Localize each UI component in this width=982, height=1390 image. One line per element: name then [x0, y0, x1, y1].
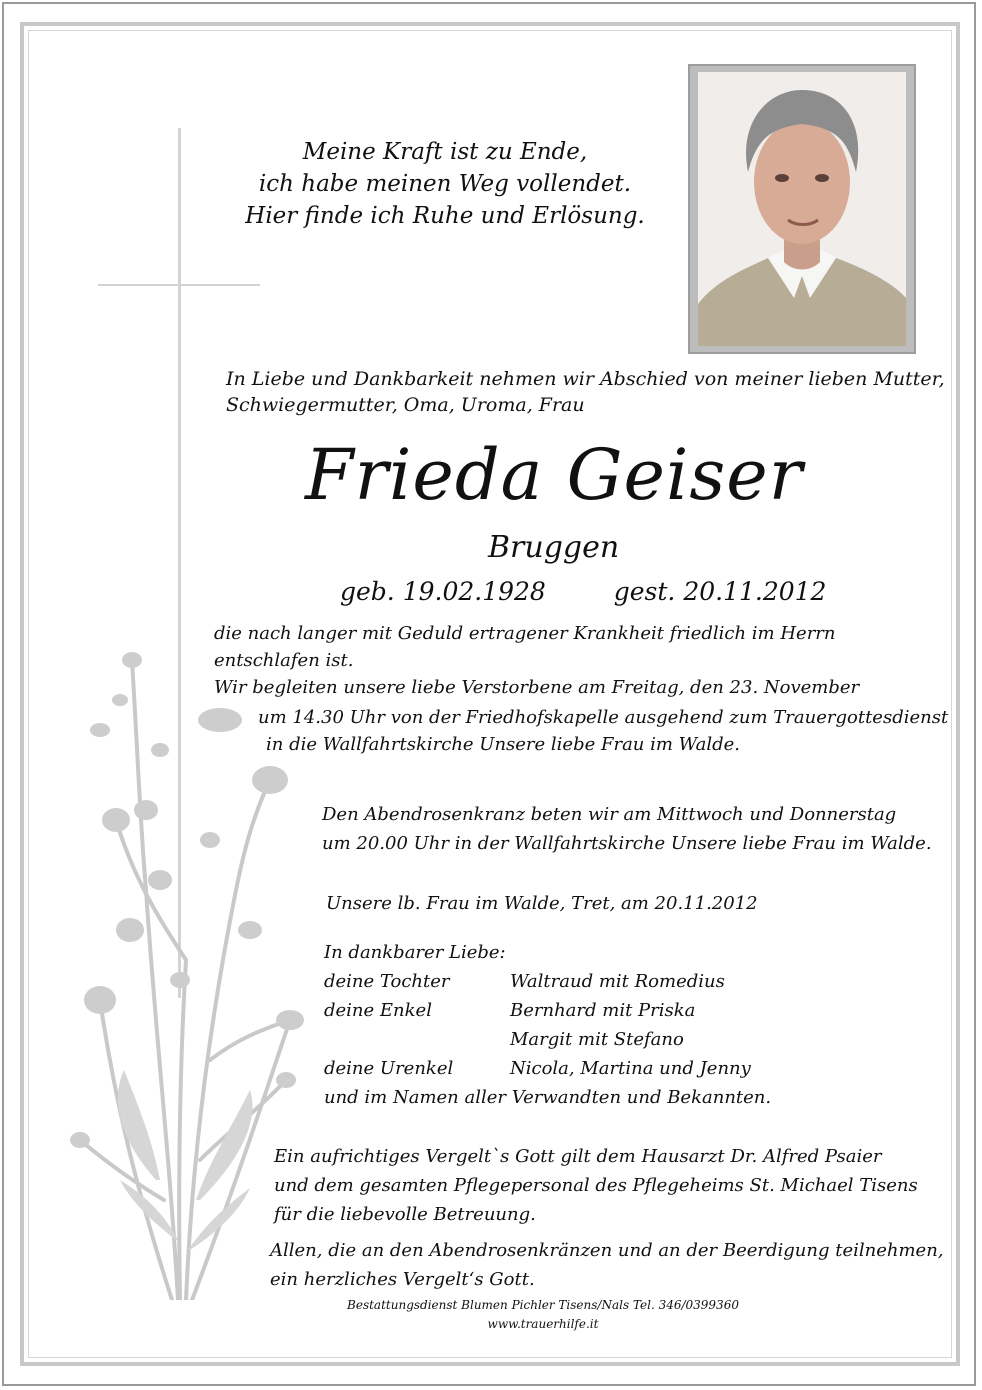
rosary-notice — [322, 800, 932, 858]
mourner-row — [324, 967, 771, 996]
place-and-date: Unsere lb. Frau im Walde, Tret, am 20.11.2012 — [326, 893, 758, 914]
memorial-quote — [230, 136, 660, 232]
mourners-heading: In dankbarer Liebe: — [324, 942, 506, 963]
deceased-place: Bruggen — [488, 530, 620, 565]
thanks-all-line: ein herzliches Vergelt‘s Gott. — [270, 1269, 535, 1290]
farewell-intro — [226, 366, 945, 418]
mourner-names: Waltraud mit Romedius — [510, 971, 725, 992]
rosary-line: Den Abendrosenkranz beten wir am Mittwoch und Donnerstag — [322, 804, 897, 825]
funeral-line: um 14.30 Uhr von der Friedhofskapelle ausgehend zum Trauergottesdienst — [258, 707, 949, 728]
mourners-closing: und im Namen aller Verwandten und Bekannten. — [324, 1087, 772, 1108]
intro-line: Schwiegermutter, Oma, Uroma, Frau — [226, 394, 585, 416]
intro-line: In Liebe und Dankbarkeit nehmen wir Abschied von meiner lieben Mutter, — [226, 368, 945, 390]
portrait-figure — [698, 72, 906, 346]
website-link[interactable]: www.trauerhilfe.it — [487, 1317, 599, 1331]
thanks-line: für die liebevolle Betreuung. — [274, 1204, 536, 1225]
portrait-frame — [688, 64, 916, 354]
undertaker-info: Bestattungsdienst Blumen Pichler Tisens/Nals Tel. 346/0399360 — [347, 1298, 739, 1312]
thanks-caregivers — [274, 1142, 918, 1229]
mourner-relation: deine Urenkel — [324, 1058, 454, 1079]
mourner-names: Margit mit Stefano — [510, 1029, 684, 1050]
portrait-photo — [698, 72, 906, 346]
thanks-all-line: Allen, die an den Abendrosenkränzen und an der Beerdigung teilnehmen, — [270, 1240, 944, 1261]
quote-line: Meine Kraft ist zu Ende, — [302, 139, 588, 165]
mourner-relation: deine Enkel — [324, 1000, 432, 1021]
mourner-row — [324, 1025, 771, 1054]
thanks-line: Ein aufrichtiges Vergelt`s Gott gilt dem Hausarzt Dr. Alfred Psaier — [274, 1146, 882, 1167]
announcement-line: Wir begleiten unsere liebe Verstorbene am Freitag, den 23. November — [214, 677, 860, 698]
mourner-row — [324, 996, 771, 1025]
birth-date: geb. 19.02.1928 — [340, 577, 546, 606]
quote-line: ich habe meinen Weg vollendet. — [258, 171, 632, 197]
life-dates — [340, 576, 826, 608]
rosary-line: um 20.00 Uhr in der Wallfahrtskirche Unsere liebe Frau im Walde. — [322, 833, 932, 854]
mourner-row — [324, 1054, 771, 1083]
announcement-text — [214, 620, 859, 701]
funeral-details — [258, 704, 948, 758]
mourners-list — [324, 938, 771, 1112]
mourner-names: Nicola, Martina und Jenny — [510, 1058, 751, 1079]
quote-line: Hier finde ich Ruhe und Erlösung. — [245, 203, 645, 229]
thanks-line: und dem gesamten Pflegepersonal des Pflegeheims St. Michael Tisens — [274, 1175, 918, 1196]
cross-horizontal-beam — [98, 284, 260, 286]
announcement-line: die nach langer mit Geduld ertragener Krankheit friedlich im Herrn — [214, 623, 836, 644]
death-date: gest. 20.11.2012 — [613, 577, 827, 606]
mourner-relation: deine Tochter — [324, 971, 450, 992]
deceased-name: Frieda Geiser — [305, 434, 804, 516]
mourner-names: Bernhard mit Priska — [510, 1000, 696, 1021]
announcement-line: entschlafen ist. — [214, 650, 354, 671]
funeral-line: in die Wallfahrtskirche Unsere liebe Frau im Walde. — [266, 734, 740, 755]
thanks-attendees — [270, 1236, 944, 1294]
